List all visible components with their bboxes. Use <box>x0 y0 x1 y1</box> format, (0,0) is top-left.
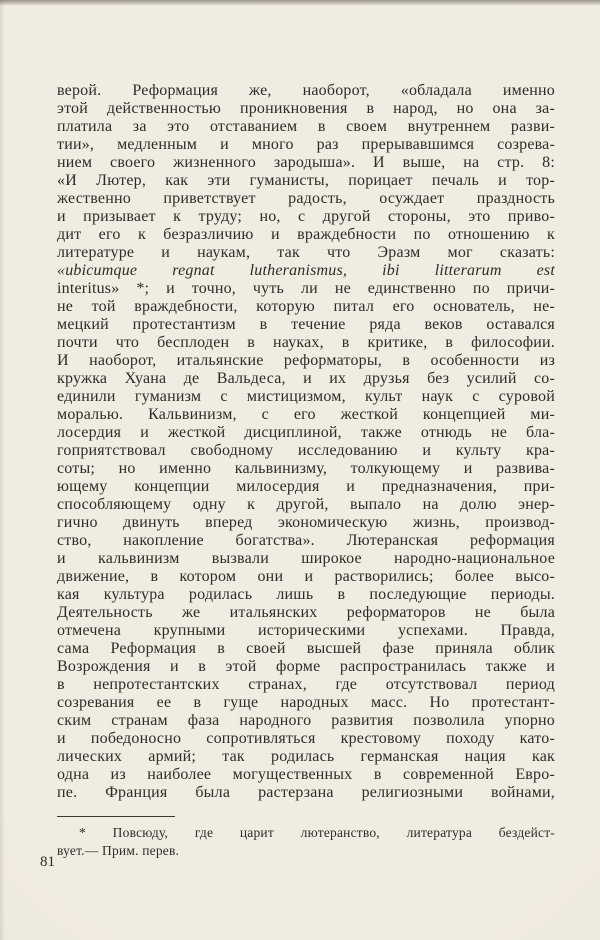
text-line: «И Лютер, как эти гуманисты, порицает печаль и тор- <box>57 172 555 189</box>
text-line: И наоборот, итальянские реформаторы, в особенности из <box>57 352 555 369</box>
text-line: и призывает к труду; но, с другой стороны, это приво- <box>57 208 555 225</box>
body-text <box>57 82 555 802</box>
text-line: верой. Реформация же, наоборот, «обладала именно <box>57 82 555 99</box>
text-line: кружка Хуана де Вальдеса, и их друзья без усилий со- <box>57 370 555 387</box>
text-line: дит его к безразличию и враждебности по отношению к <box>57 226 555 243</box>
footnote-line: вует.— Прим. перев. <box>57 842 180 858</box>
text-line: отмечена крупными историческими успехами. Правда, <box>57 622 555 639</box>
text-line: мецкий протестантизм в течение ряда веков оставался <box>57 316 555 333</box>
footnote-line: * Повсюду, где царит лютеранство, литература бездейст- <box>79 825 555 840</box>
text-line: почти что бесплоден в науках, в критике, в философии. <box>57 334 555 351</box>
text-line: ство, накопление богатства». Лютеранская реформация <box>57 532 555 549</box>
text-line: гоприятствовал свободному исследованию и культу кра- <box>57 442 555 459</box>
text-line: Деятельность же итальянских реформаторов не была <box>57 604 555 621</box>
text-line: «ubicumque regnat lutheranismus, ibi litterarum est <box>57 262 555 279</box>
text-line: interitus» *; и точно, чуть ли не единственно по причи- <box>57 280 555 297</box>
footnote-separator <box>57 816 175 817</box>
text-line: способляющему одну к другой, выпало на долю энер- <box>57 496 555 513</box>
text-line: этой действенностью проникновения в народ, но она за- <box>57 100 555 117</box>
text-line: тии», медленным и много раз прерывавшимся созрева- <box>57 136 555 153</box>
text-line: и кальвинизм вызвали широкое народно-национальное <box>57 550 555 567</box>
text-line: соты; но именно кальвинизму, толкующему и развива- <box>57 460 555 477</box>
text-line: ским странам фаза народного развития позволила упорно <box>57 712 555 729</box>
text-line: в непротестантских странах, где отсутствовал период <box>57 676 555 693</box>
footnote <box>57 824 555 859</box>
text-line: жественно приветствует радость, осуждает праздность <box>57 190 555 207</box>
text-line: единили гуманизм с мистицизмом, культ наук с суровой <box>57 388 555 405</box>
text-line: Возрождения и в этой форме распространилась также и <box>57 658 555 675</box>
text-line: лосердия и жесткой дисциплиной, также отнюдь не бла- <box>57 424 555 441</box>
text-line: моралью. Кальвинизм, с его жесткой концепцией ми- <box>57 406 555 423</box>
text-line: и победоносно сопротивляться крестовому походу като- <box>57 730 555 747</box>
text-line: одна из наиболее могущественных в современной Евро- <box>57 766 555 783</box>
text-line: ющему концепции милосердия и предназначения, при- <box>57 478 555 495</box>
scan-edge-left <box>0 0 5 940</box>
text-line: кая культура родилась лишь в последующие периоды. <box>57 586 555 603</box>
scan-edge-top <box>0 0 600 6</box>
text-line: литературе и наукам, так что Эразм мог сказать: <box>57 244 555 261</box>
text-line: созревания ее в гуще народных масс. Но протестант- <box>57 694 555 711</box>
text-line: нием своего жизненного зародыша». И выше, на стр. 8: <box>57 154 555 171</box>
page-number: 81 <box>40 854 55 870</box>
text-line: движение, в котором они и растворились; более высо- <box>57 568 555 585</box>
text-line: не той враждебности, которую питал его основатель, не- <box>57 298 555 315</box>
text-line: гично двинуть вперед экономическую жизнь, производ- <box>57 514 555 531</box>
text-line: лических армий; так родилась германская нация как <box>57 748 555 765</box>
text-line: платила за это отставанием в своем внутреннем разви- <box>57 118 555 135</box>
text-line: сама Реформация в своей высшей фазе приняла облик <box>57 640 555 657</box>
text-line: пе. Франция была растерзана религиозными войнами, <box>57 784 555 801</box>
